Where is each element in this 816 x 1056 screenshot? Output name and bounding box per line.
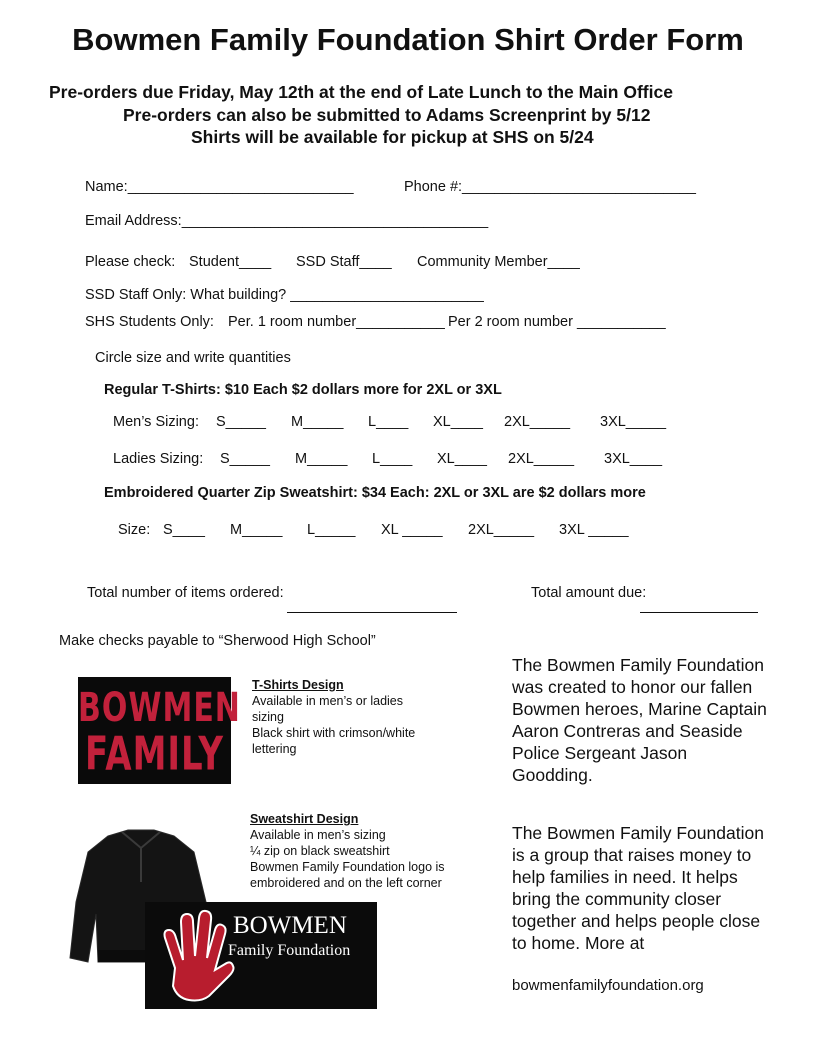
shs-students-label: SHS Students Only: bbox=[85, 314, 214, 330]
per1-room-field[interactable]: Per. 1 room number___________ bbox=[228, 314, 445, 330]
tshirt-word-bowmen: BOWMEN bbox=[78, 684, 241, 732]
staff-building-field[interactable]: SSD Staff Only: What building? ________________________ bbox=[85, 287, 484, 303]
check-label: Please check: bbox=[85, 254, 176, 270]
handprint-icon bbox=[153, 908, 235, 1004]
community-check[interactable]: Community Member____ bbox=[417, 254, 580, 270]
zip-size-s[interactable]: S____ bbox=[163, 522, 205, 538]
mens-size-3xl[interactable]: 3XL_____ bbox=[600, 414, 667, 430]
tshirt-design-image bbox=[78, 677, 241, 784]
total-amount-input-line[interactable] bbox=[640, 612, 758, 613]
phone-field[interactable]: Phone #:_____________________________ bbox=[404, 179, 696, 195]
mens-size-2xl[interactable]: 2XL_____ bbox=[504, 414, 571, 430]
due-date-notice: Pre-orders due Friday, May 12th at the end of Late Lunch to the Main Office bbox=[49, 82, 673, 102]
ladies-sizing-label: Ladies Sizing: bbox=[113, 451, 204, 467]
name-field[interactable]: Name:____________________________ bbox=[85, 179, 354, 195]
ladies-size-xl[interactable]: XL____ bbox=[437, 451, 487, 467]
email-field[interactable]: Email Address:______________________________________ bbox=[85, 213, 489, 229]
screenprint-notice: Pre-orders can also be submitted to Adams Screenprint by 5/12 bbox=[123, 105, 651, 125]
mens-size-xl[interactable]: XL____ bbox=[433, 414, 483, 430]
sweatshirt-design-line1: Available in men’s sizing bbox=[250, 828, 386, 842]
size-instructions: Circle size and write quantities bbox=[95, 350, 291, 366]
student-check[interactable]: Student____ bbox=[189, 254, 272, 270]
about-paragraph-1: The Bowmen Family Foundation was created to honor our fallen Bowmen heroes, Marine Captain Aaron Contreras and Seaside Police Sergeant Jason Goodding. bbox=[512, 655, 767, 785]
logo-word-bowmen: BOWMEN bbox=[233, 912, 347, 939]
checks-payable-note: Make checks payable to “Sherwood High School” bbox=[59, 633, 376, 649]
ladies-size-s[interactable]: S_____ bbox=[220, 451, 270, 467]
ladies-size-m[interactable]: M_____ bbox=[295, 451, 348, 467]
mens-size-s[interactable]: S_____ bbox=[216, 414, 266, 430]
staff-check[interactable]: SSD Staff____ bbox=[296, 254, 392, 270]
sweatshirt-design-block bbox=[250, 811, 480, 891]
zip-size-label: Size: bbox=[118, 522, 151, 538]
zip-size-xl[interactable]: XL _____ bbox=[381, 522, 443, 538]
tshirt-design-heading: T-Shirts Design bbox=[252, 678, 344, 692]
total-amount-label: Total amount due: bbox=[531, 585, 647, 601]
sweatshirt-design-heading: Sweatshirt Design bbox=[250, 812, 359, 826]
page-title: Bowmen Family Foundation Shirt Order Form bbox=[72, 22, 744, 57]
per2-room-field[interactable]: Per 2 room number ___________ bbox=[448, 314, 666, 330]
foundation-logo bbox=[145, 902, 377, 1009]
tshirt-design-line4: lettering bbox=[252, 742, 297, 756]
pickup-notice: Shirts will be available for pickup at SHS on 5/24 bbox=[191, 127, 594, 147]
tshirt-design-line3: Black shirt with crimson/white bbox=[252, 726, 416, 740]
total-items-input-line[interactable] bbox=[287, 612, 457, 613]
tshirt-design-line1: Available in men’s or ladies bbox=[252, 694, 404, 708]
zip-size-l[interactable]: L_____ bbox=[307, 522, 356, 538]
sweatshirt-header: Embroidered Quarter Zip Sweatshirt: $34 Each: 2XL or 3XL are $2 dollars more bbox=[104, 485, 646, 501]
zip-size-3xl[interactable]: 3XL _____ bbox=[559, 522, 629, 538]
sweatshirt-design-line2: ¼ zip on black sweatshirt bbox=[250, 844, 390, 858]
sweatshirt-design-line4: embroidered and on the left corner bbox=[250, 876, 442, 890]
tshirt-design-line2: sizing bbox=[252, 710, 284, 724]
regular-tshirt-header: Regular T-Shirts: $10 Each $2 dollars more for 2XL or 3XL bbox=[104, 382, 502, 398]
sweatshirt-design-line3: Bowmen Family Foundation logo is bbox=[250, 860, 445, 874]
zip-size-m[interactable]: M_____ bbox=[230, 522, 283, 538]
ladies-size-3xl[interactable]: 3XL____ bbox=[604, 451, 663, 467]
mens-size-m[interactable]: M_____ bbox=[291, 414, 344, 430]
ladies-size-2xl[interactable]: 2XL_____ bbox=[508, 451, 575, 467]
mens-size-l[interactable]: L____ bbox=[368, 414, 409, 430]
about-paragraph-2: The Bowmen Family Foundation is a group that raises money to help families in need. It helps bring the community closer together and helps people close to home. More at bbox=[512, 823, 764, 953]
total-items-label: Total number of items ordered: bbox=[87, 585, 284, 601]
tshirt-design-block bbox=[252, 677, 472, 757]
zip-size-2xl[interactable]: 2XL_____ bbox=[468, 522, 535, 538]
ladies-size-l[interactable]: L____ bbox=[372, 451, 413, 467]
logo-word-family-foundation: Family Foundation bbox=[228, 942, 351, 959]
mens-sizing-label: Men’s Sizing: bbox=[113, 414, 199, 430]
foundation-website[interactable]: bowmenfamilyfoundation.org bbox=[512, 977, 704, 994]
tshirt-word-family: FAMILY bbox=[84, 727, 225, 782]
